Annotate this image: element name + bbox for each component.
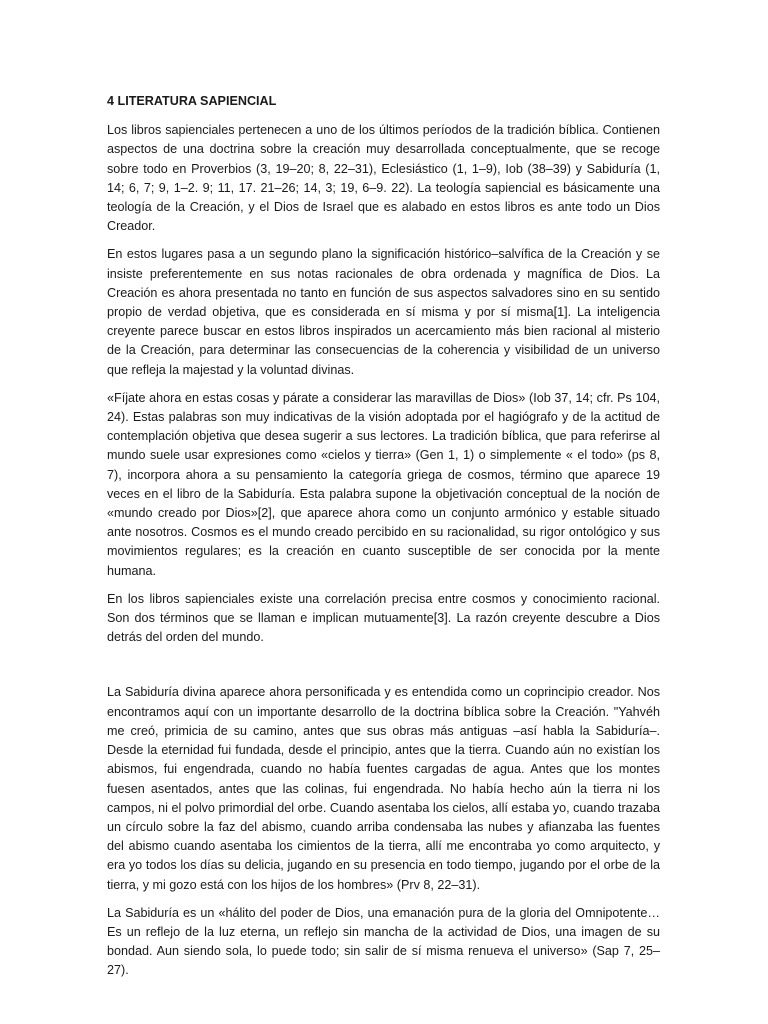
paragraph-cosmos: «Fíjate ahora en estas cosas y párate a considerar las maravillas de Dios» (Iob 37, 14; cfr. Ps 104, 24). Estas palabras son muy indicativas de la visión adoptada por el hagiógrafo y de la actitud de contemplación objetiva que desea sugerir a sus lectores. La tradición bíblica, que para referirse al mundo suele usar expresiones como «cielos y tierra» (Gen 1, 1) o simplemente « el todo» (ps 8, 7), incorpora ahora a su pensamiento la categoría griega de cosmos, término que aparece 19 veces en el libro de la Sabiduría. Esta palabra supone la objetivación conceptual de la noción de «mundo creado por Dios»[2], que aparece ahora como un conjunto armónico y estable situado ante nosotros. Cosmos es el mundo creado percibido en su racionalidad, su rigor ontológico y sus movimientos regulares; es la creación en cuanto susceptible de ser conocida por la mente humana. xyxy=(107,390,660,578)
paragraph-correlation: En los libros sapienciales existe una correlación precisa entre cosmos y conocimiento racional. Son dos términos que se llaman e implican mutuamente[3]. La razón creyente descubre a Dios detrás del orden del mundo. xyxy=(107,591,660,645)
document-body xyxy=(107,92,660,990)
paragraph-wisdom-breath: La Sabiduría es un «hálito del poder de Dios, una emanación pura de la gloria del Omnipotente… Es un reflejo de la luz eterna, un reflejo sin mancha de la actividad de Dios, una imagen de su bondad. Aun siendo sola, lo puede todo; sin salir de sí misma renueva el universo» (Sap 7, 25–27). xyxy=(107,905,660,978)
paragraph-intro: Los libros sapienciales pertenecen a uno de los últimos períodos de la tradición bíblica. Contienen aspectos de una doctrina sobre la creación muy desarrollada conceptualmente, que se recoge sobre todo en Proverbios (3, 19–20; 8, 22–31), Eclesiástico (1, 1–9), Iob (38–39) y Sabiduría (1, 14; 6, 7; 9, 1–2. 9; 11, 17. 21–26; 14, 3; 19, 6–9. 22). La teología sapiencial es básicamente una teología de la Creación, y el Dios de Israel que es alabado en estos libros es ante todo un Dios Creador. xyxy=(107,123,660,234)
paragraph-wisdom-personified: La Sabiduría divina aparece ahora personificada y es entendida como un coprincipio creador. Nos encontramos aquí con un importante desarrollo de la doctrina bíblica sobre la Creación. "Yahvéh me creó, primicia de su camino, antes que sus obras más antiguas –así habla la Sabiduría–. Desde la eternidad fui fundada, desde el principio, antes que la tierra. Cuando aún no existían los abismos, fui engendrada, cuando no había fuentes cargadas de agua. Antes que los montes fuesen asentados, antes que las colinas, fui engendrada. No había hecho aún la tierra ni los campos, ni el polvo primordial del orbe. Cuando asentaba los cielos, allí estaba yo, cuando trazaba un círculo sobre la faz del abismo, cuando arriba condensaba las nubes y afianzaba las fuentes del abismo cuando asentaba los cimientos de la tierra, allí me encontraba yo como arquitecto, y era yo todos los días su delicia, jugando en su presencia en todo tiempo, jugando por el orbe de la tierra, y mi gozo está con los hijos de los hombres» (Prv 8, 22–31). xyxy=(107,685,660,892)
section-heading: 4 LITERATURA SAPIENCIAL xyxy=(107,94,277,108)
paragraph-historical-salvific: En estos lugares pasa a un segundo plano la significación histórico–salvífica de la Creación y se insiste preferentemente en sus notas racionales de obra ordenada y magnífica de Dios. La Creación es ahora presentada no tanto en función de sus aspectos salvadores sino en su sentido propio de verdad objetiva, que es considerada en sí misma y por sí misma[1]. La inteligencia creyente parece buscar en estos libros inspirados un acercamiento más bien racional al misterio de la Creación, para determinar las consecuencias de la coherencia y visibilidad de un universo que refleja la majestad y la voluntad divinas. xyxy=(107,247,660,377)
